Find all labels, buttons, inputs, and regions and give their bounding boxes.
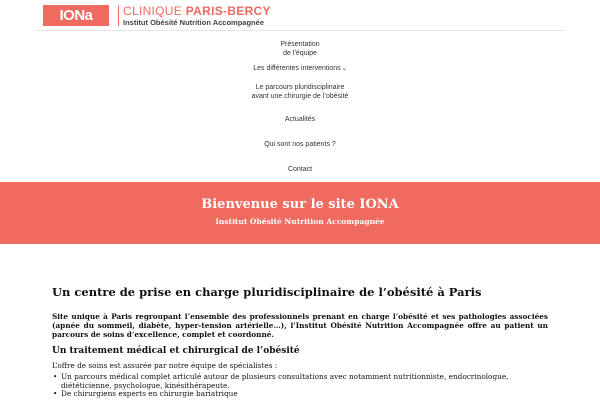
clinic-name-prefix: CLINIQUE <box>123 4 186 18</box>
banner-subtitle: Institut Obésité Nutrition Accompagnée <box>215 217 385 226</box>
clinic-name-place: PARIS-BERCY <box>185 4 271 18</box>
brand-divider <box>118 5 119 26</box>
nav-item-patients[interactable] <box>0 140 600 149</box>
clinic-name[interactable] <box>123 4 271 18</box>
section-subheading: Un traitement médical et chirurgical de l’obésité <box>52 346 300 356</box>
intro-paragraph: Site unique à Paris regroupant l’ensemble des professionnels prenant en charge l’obésité et ses pathologies associées (apnée du sommeil, diabète, hyper-tension artérielle…), l’Institut Obésité Nutrition Accompagnée offre au patient un parcours de soins d’excellence, complet et coordonné. <box>52 312 548 339</box>
chevron-down-icon[interactable]: ⌄ <box>341 66 347 72</box>
nav-item-label: Les différentes interventions <box>253 65 341 72</box>
nav-item-parcours[interactable] <box>0 83 600 101</box>
welcome-banner <box>0 182 600 244</box>
nav-item-label: Actualités <box>284 116 316 123</box>
nav-item-label: Contact <box>287 166 313 173</box>
clinic-subtitle: Institut Obésité Nutrition Accompagnée <box>123 18 264 27</box>
nav-item-label-line2: avant une chirurgie de l’obésité <box>251 93 349 100</box>
nav-item-presentation[interactable] <box>0 40 600 58</box>
nav-item-label: Qui sont nos patients ? <box>264 141 336 148</box>
nav-item-label: Présentation <box>280 41 320 48</box>
nav-item-interventions[interactable] <box>0 64 600 74</box>
banner-title: Bienvenue sur le site IONA <box>201 197 399 212</box>
nav-item-label: Le parcours pluridisciplinaire <box>255 84 345 91</box>
iona-logo[interactable]: IONa <box>43 5 109 26</box>
header-divider <box>35 30 565 31</box>
nav-item-actualites[interactable] <box>0 115 600 124</box>
site-header <box>0 0 600 30</box>
list-item: • Un parcours médical complet articulé autour de plusieurs consultations avec notamment nutritionniste, endocrinologue, diététicienne, psychologue, kinésithérapeute. <box>52 373 552 390</box>
page-heading: Un centre de prise en charge pluridisciplinaire de l’obésité à Paris <box>52 285 482 299</box>
offer-text: L’offre de soins est assurée par notre équipe de spécialistes : <box>52 361 278 370</box>
nav-item-label-line2: de l’équipe <box>283 50 317 57</box>
list-item: • De chirurgiens experts en chirurgie bariatrique <box>52 390 552 399</box>
services-list <box>52 373 552 399</box>
nav-item-contact[interactable] <box>0 165 600 174</box>
